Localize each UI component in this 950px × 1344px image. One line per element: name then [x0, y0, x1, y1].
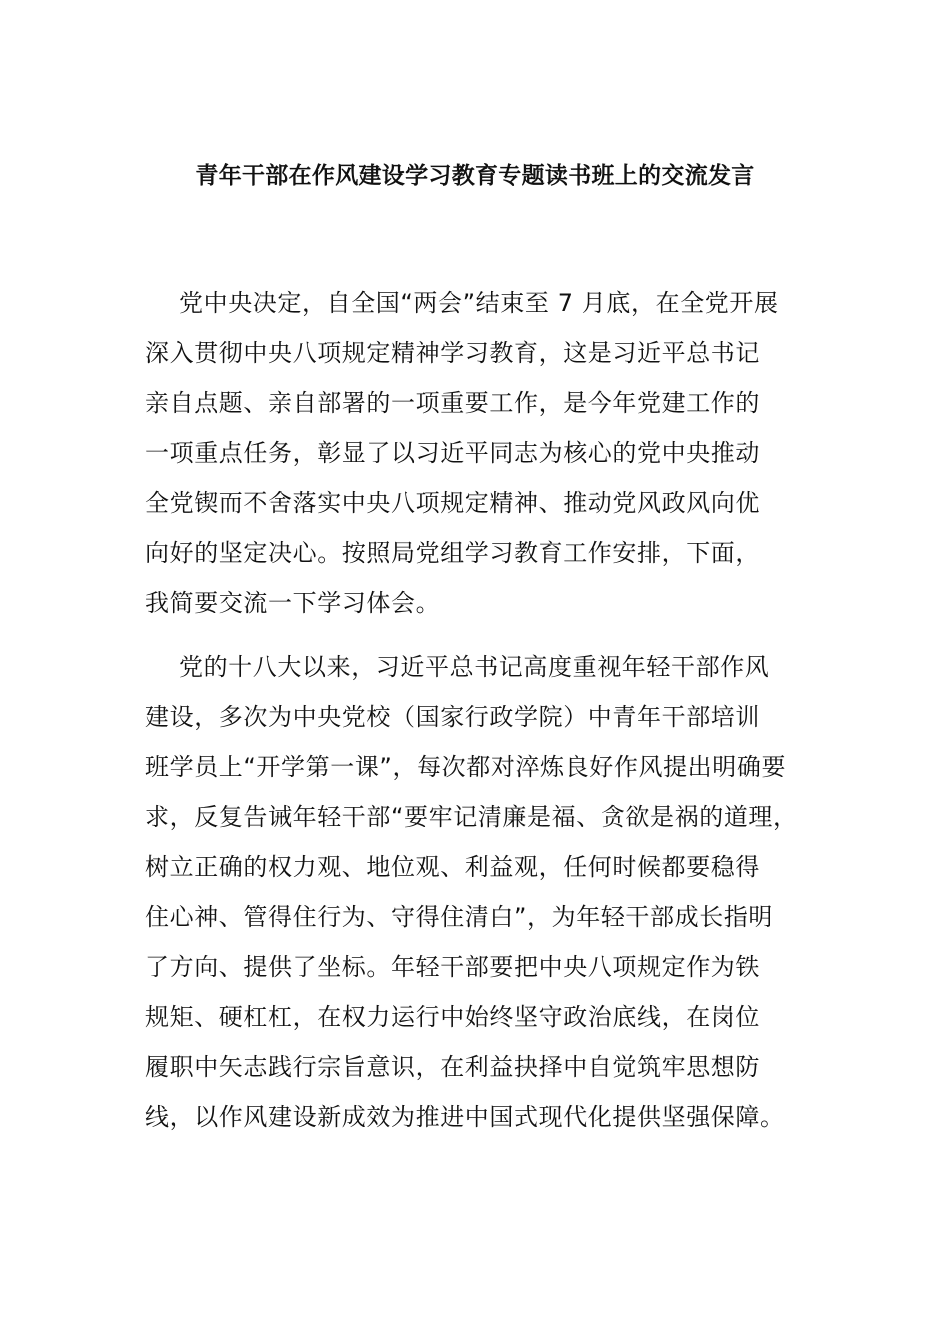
text-line: 全党锲而不舍落实中央八项规定精神、推动党风政风向优 [145, 489, 760, 517]
text-line: 向好的坚定决心。按照局党组学习教育工作安排，下面， [145, 539, 760, 567]
paragraph-1 [145, 278, 835, 628]
text-line: 党的十八大以来，习近平总书记高度重视年轻干部作风 [179, 653, 770, 681]
text-line: 班学员上“开学第一课”，每次都对淬炼良好作风提出明确要 [145, 753, 787, 781]
text-line: 党中央决定，自全国“两会”结束至 7 月底，在全党开展 [179, 289, 779, 317]
text-line: 亲自点题、亲自部署的一项重要工作，是今年党建工作的 [145, 389, 760, 417]
text-line: 线，以作风建设新成效为推进中国式现代化提供坚强保障。 [145, 1103, 785, 1131]
paragraph-2 [145, 642, 835, 1142]
text-line: 我简要交流一下学习体会。 [145, 589, 441, 617]
text-line: 深入贯彻中央八项规定精神学习教育，这是习近平总书记 [145, 339, 760, 367]
text-line: 树立正确的权力观、地位观、利益观，任何时候都要稳得 [145, 853, 760, 881]
document-body [145, 278, 835, 1156]
text-line: 了方向、提供了坐标。年轻干部要把中央八项规定作为铁 [145, 953, 760, 981]
text-line: 求，反复告诫年轻干部“要牢记清廉是福、贪欲是祸的道理， [145, 803, 798, 831]
text-line: 规矩、硬杠杠，在权力运行中始终坚守政治底线，在岗位 [145, 1003, 760, 1031]
text-line: 建设，多次为中央党校（国家行政学院）中青年干部培训 [145, 703, 760, 731]
text-line: 履职中矢志践行宗旨意识，在利益抉择中自觉筑牢思想防 [145, 1053, 760, 1081]
text-line: 一项重点任务，彰显了以习近平同志为核心的党中央推动 [145, 439, 760, 467]
document-title: 青年干部在作风建设学习教育专题读书班上的交流发言 [195, 163, 755, 189]
text-line: 住心神、管得住行为、守得住清白”，为年轻干部成长指明 [145, 903, 774, 931]
